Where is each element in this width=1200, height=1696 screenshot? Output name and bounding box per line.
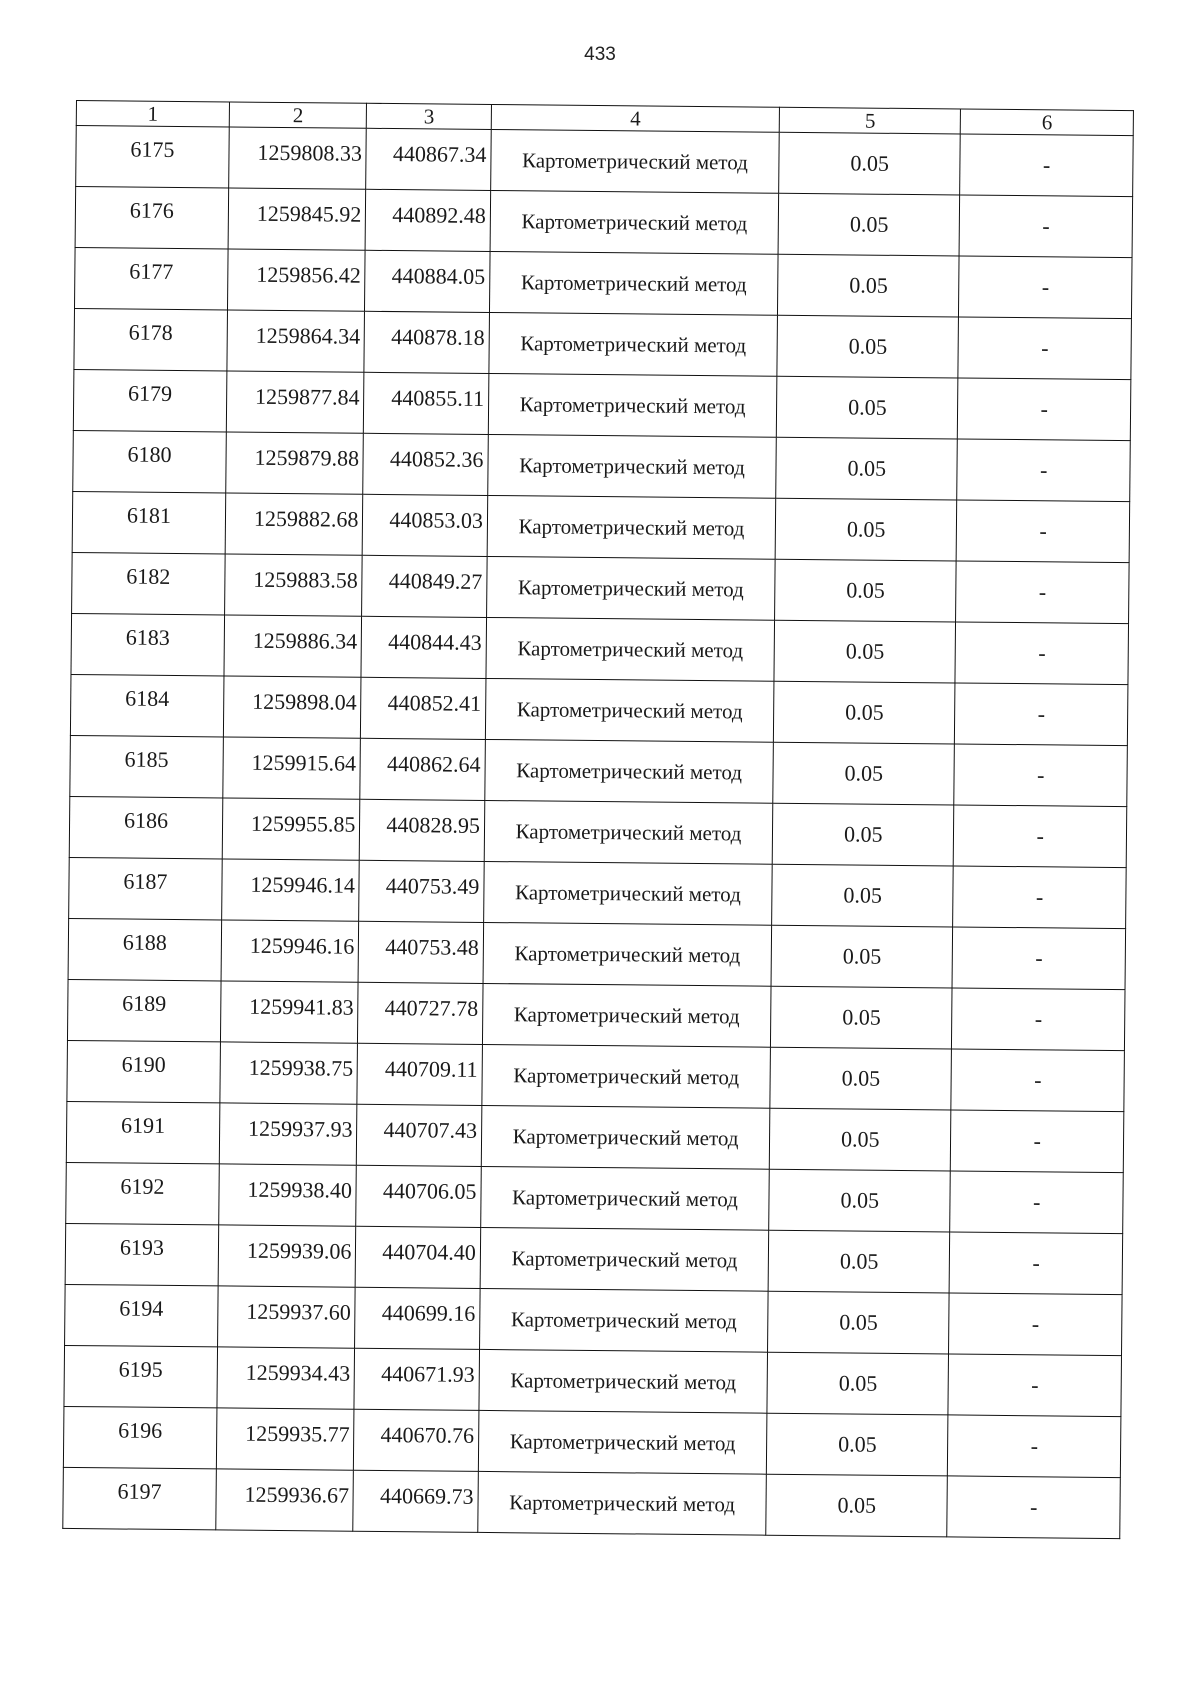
note-cell: - xyxy=(952,927,1125,990)
table-row xyxy=(65,1223,1123,1294)
method-cell: Картометрический метод xyxy=(482,983,771,1047)
accuracy-cell: 0.05 xyxy=(778,254,960,317)
point-number-cell: 6195 xyxy=(64,1345,217,1407)
table-row xyxy=(69,796,1127,867)
method-cell: Картометрический метод xyxy=(485,739,774,803)
table-row xyxy=(69,857,1127,928)
note-cell: - xyxy=(949,1293,1122,1356)
table-row xyxy=(72,552,1130,623)
x-coordinate-cell: 1259879.88 xyxy=(226,432,364,494)
accuracy-cell: 0.05 xyxy=(778,193,960,256)
table-row xyxy=(65,1284,1123,1355)
x-coordinate-cell: 1259877.84 xyxy=(226,371,364,433)
table-row xyxy=(74,308,1132,379)
point-number-cell: 6191 xyxy=(66,1101,219,1163)
note-cell: - xyxy=(948,1415,1121,1478)
y-coordinate-cell: 440852.41 xyxy=(361,677,486,739)
x-coordinate-cell: 1259937.60 xyxy=(217,1286,355,1348)
column-header-6: 6 xyxy=(961,109,1134,136)
table-row xyxy=(70,735,1128,806)
x-coordinate-cell: 1259915.64 xyxy=(223,737,361,799)
table-row xyxy=(70,674,1128,745)
x-coordinate-cell: 1259935.77 xyxy=(216,1408,354,1470)
table-row xyxy=(66,1162,1124,1233)
note-cell: - xyxy=(953,866,1126,929)
column-header-1: 1 xyxy=(76,101,229,127)
method-cell: Картометрический метод xyxy=(488,434,777,498)
accuracy-cell: 0.05 xyxy=(776,376,958,439)
point-number-cell: 6189 xyxy=(67,979,220,1041)
method-cell: Картометрический метод xyxy=(487,495,776,559)
x-coordinate-cell: 1259883.58 xyxy=(224,554,362,616)
y-coordinate-cell: 440855.11 xyxy=(364,372,489,434)
method-cell: Картометрический метод xyxy=(489,312,778,376)
method-cell: Картометрический метод xyxy=(481,1105,770,1169)
point-number-cell: 6179 xyxy=(73,369,226,431)
y-coordinate-cell: 440706.05 xyxy=(356,1165,481,1227)
y-coordinate-cell: 440878.18 xyxy=(364,311,489,373)
x-coordinate-cell: 1259845.92 xyxy=(228,188,366,250)
accuracy-cell: 0.05 xyxy=(768,1230,950,1293)
y-coordinate-cell: 440699.16 xyxy=(355,1287,480,1349)
x-coordinate-cell: 1259939.06 xyxy=(218,1225,356,1287)
accuracy-cell: 0.05 xyxy=(767,1413,949,1476)
point-number-cell: 6186 xyxy=(69,796,222,858)
method-cell: Картометрический метод xyxy=(483,922,772,986)
x-coordinate-cell: 1259934.43 xyxy=(217,1347,355,1409)
x-coordinate-cell: 1259938.40 xyxy=(219,1164,357,1226)
method-cell: Картометрический метод xyxy=(479,1288,768,1352)
x-coordinate-cell: 1259946.16 xyxy=(221,920,359,982)
note-cell: - xyxy=(957,439,1130,502)
accuracy-cell: 0.05 xyxy=(771,925,953,988)
x-coordinate-cell: 1259941.83 xyxy=(220,981,358,1043)
y-coordinate-cell: 440707.43 xyxy=(357,1104,482,1166)
method-cell: Картометрический метод xyxy=(479,1349,768,1413)
y-coordinate-cell: 440867.34 xyxy=(366,128,491,190)
table-row xyxy=(71,613,1129,684)
method-cell: Картометрический метод xyxy=(484,800,773,864)
point-number-cell: 6182 xyxy=(72,552,225,614)
method-cell: Картометрический метод xyxy=(489,251,778,315)
method-cell: Картометрический метод xyxy=(486,556,775,620)
table-row xyxy=(64,1345,1122,1416)
accuracy-cell: 0.05 xyxy=(772,803,954,866)
x-coordinate-cell: 1259882.68 xyxy=(225,493,363,555)
y-coordinate-cell: 440727.78 xyxy=(358,982,483,1044)
method-cell: Картометрический метод xyxy=(490,190,779,254)
column-header-3: 3 xyxy=(367,103,492,129)
method-cell: Картометрический метод xyxy=(484,861,773,925)
y-coordinate-cell: 440892.48 xyxy=(366,189,491,251)
table-row xyxy=(68,918,1126,989)
point-number-cell: 6194 xyxy=(65,1284,218,1346)
y-coordinate-cell: 440704.40 xyxy=(356,1226,481,1288)
accuracy-cell: 0.05 xyxy=(779,132,961,195)
accuracy-cell: 0.05 xyxy=(777,315,959,378)
point-number-cell: 6193 xyxy=(65,1223,218,1285)
table-row xyxy=(74,247,1132,318)
accuracy-cell: 0.05 xyxy=(769,1108,951,1171)
note-cell: - xyxy=(952,988,1125,1051)
table-row xyxy=(67,1040,1125,1111)
accuracy-cell: 0.05 xyxy=(770,1047,952,1110)
x-coordinate-cell: 1259864.34 xyxy=(227,310,365,372)
accuracy-cell: 0.05 xyxy=(766,1474,948,1537)
note-cell: - xyxy=(947,1476,1120,1539)
coordinates-table-wrapper xyxy=(62,100,1134,1539)
x-coordinate-cell: 1259898.04 xyxy=(223,676,361,738)
y-coordinate-cell: 440849.27 xyxy=(362,555,487,617)
y-coordinate-cell: 440862.64 xyxy=(360,738,485,800)
note-cell: - xyxy=(954,744,1127,807)
y-coordinate-cell: 440669.73 xyxy=(353,1470,478,1532)
y-coordinate-cell: 440844.43 xyxy=(361,616,486,678)
method-cell: Картометрический метод xyxy=(481,1166,770,1230)
accuracy-cell: 0.05 xyxy=(773,742,955,805)
accuracy-cell: 0.05 xyxy=(774,620,956,683)
x-coordinate-cell: 1259886.34 xyxy=(224,615,362,677)
y-coordinate-cell: 440670.76 xyxy=(354,1409,479,1471)
point-number-cell: 6178 xyxy=(74,308,227,370)
y-coordinate-cell: 440709.11 xyxy=(357,1043,482,1105)
note-cell: - xyxy=(950,1232,1123,1295)
method-cell: Картометрический метод xyxy=(480,1227,769,1291)
x-coordinate-cell: 1259808.33 xyxy=(229,127,367,189)
table-row xyxy=(67,979,1125,1050)
table-row xyxy=(63,1467,1121,1538)
point-number-cell: 6192 xyxy=(66,1162,219,1224)
accuracy-cell: 0.05 xyxy=(771,986,953,1049)
method-cell: Картометрический метод xyxy=(485,678,774,742)
note-cell: - xyxy=(956,561,1129,624)
point-number-cell: 6181 xyxy=(72,491,225,553)
accuracy-cell: 0.05 xyxy=(768,1291,950,1354)
x-coordinate-cell: 1259938.75 xyxy=(220,1042,358,1104)
accuracy-cell: 0.05 xyxy=(774,681,956,744)
y-coordinate-cell: 440753.49 xyxy=(359,860,484,922)
y-coordinate-cell: 440884.05 xyxy=(365,250,490,312)
x-coordinate-cell: 1259946.14 xyxy=(221,859,359,921)
y-coordinate-cell: 440671.93 xyxy=(354,1348,479,1410)
note-cell: - xyxy=(954,805,1127,868)
accuracy-cell: 0.05 xyxy=(767,1352,949,1415)
method-cell: Картометрический метод xyxy=(486,617,775,681)
accuracy-cell: 0.05 xyxy=(772,864,954,927)
y-coordinate-cell: 440852.36 xyxy=(363,433,488,495)
point-number-cell: 6190 xyxy=(67,1040,220,1102)
note-cell: - xyxy=(948,1354,1121,1417)
note-cell: - xyxy=(951,1049,1124,1112)
y-coordinate-cell: 440753.48 xyxy=(358,921,483,983)
method-cell: Картометрический метод xyxy=(488,373,777,437)
note-cell: - xyxy=(959,256,1132,319)
table-row xyxy=(63,1406,1121,1477)
note-cell: - xyxy=(960,134,1133,197)
x-coordinate-cell: 1259955.85 xyxy=(222,798,360,860)
method-cell: Картометрический метод xyxy=(478,1410,767,1474)
point-number-cell: 6196 xyxy=(63,1406,216,1468)
table-row xyxy=(75,187,1133,258)
table-row xyxy=(66,1101,1124,1172)
column-header-5: 5 xyxy=(779,107,960,134)
point-number-cell: 6184 xyxy=(70,674,223,736)
point-number-cell: 6187 xyxy=(69,857,222,919)
page-number: 433 xyxy=(584,44,616,65)
method-cell: Картометрический метод xyxy=(482,1044,771,1108)
column-header-4: 4 xyxy=(491,104,779,132)
note-cell: - xyxy=(959,195,1132,258)
table-row xyxy=(73,430,1131,501)
point-number-cell: 6177 xyxy=(74,247,227,309)
method-cell: Картометрический метод xyxy=(478,1471,767,1535)
x-coordinate-cell: 1259937.93 xyxy=(219,1103,357,1165)
table-row xyxy=(72,491,1130,562)
accuracy-cell: 0.05 xyxy=(776,437,958,500)
note-cell: - xyxy=(955,683,1128,746)
coordinates-table xyxy=(62,100,1134,1539)
point-number-cell: 6197 xyxy=(63,1467,216,1529)
x-coordinate-cell: 1259856.42 xyxy=(227,249,365,311)
table-row xyxy=(76,126,1134,197)
point-number-cell: 6176 xyxy=(75,187,228,249)
note-cell: - xyxy=(957,500,1130,563)
note-cell: - xyxy=(958,317,1131,380)
note-cell: - xyxy=(951,1110,1124,1173)
column-header-2: 2 xyxy=(229,102,367,128)
note-cell: - xyxy=(955,622,1128,685)
point-number-cell: 6180 xyxy=(73,430,226,492)
point-number-cell: 6183 xyxy=(71,613,224,675)
y-coordinate-cell: 440828.95 xyxy=(360,799,485,861)
method-cell: Картометрический метод xyxy=(491,129,780,193)
point-number-cell: 6188 xyxy=(68,918,221,980)
table-row xyxy=(73,369,1131,440)
point-number-cell: 6185 xyxy=(70,735,223,797)
accuracy-cell: 0.05 xyxy=(775,498,957,561)
accuracy-cell: 0.05 xyxy=(769,1169,951,1232)
point-number-cell: 6175 xyxy=(76,126,229,188)
accuracy-cell: 0.05 xyxy=(775,559,957,622)
note-cell: - xyxy=(958,378,1131,441)
x-coordinate-cell: 1259936.67 xyxy=(216,1469,354,1531)
note-cell: - xyxy=(950,1171,1123,1234)
y-coordinate-cell: 440853.03 xyxy=(363,494,488,556)
table-body xyxy=(63,126,1133,1539)
